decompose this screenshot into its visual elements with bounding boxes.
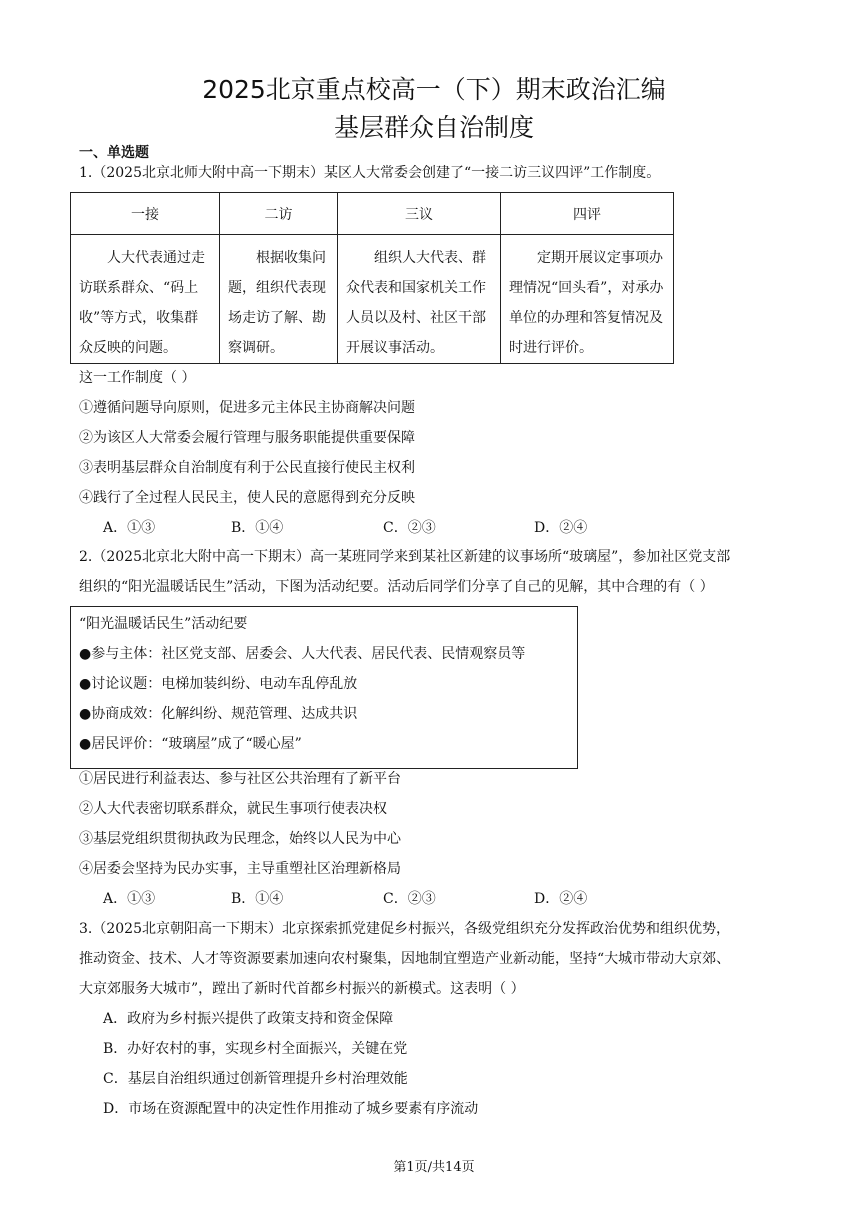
q1-statement: ②为该区人大常委会履行管理与服务职能提供重要保障 [79,430,415,446]
q2-minutes-title: “阳光温暖话民生”活动纪要 [79,616,248,632]
q2-statement: ①居民进行利益表达、参与社区公共治理有了新平台 [79,771,401,787]
q1-table-header: 三议 [338,193,501,235]
q2-stem: 2.（2025北京北大附中高一下期末）高一某班同学来到某社区新建的议事场所“玻璃屋”，参加社区党支部 [79,549,731,565]
q2-stem-continued: 组织的“阳光温暖话民生”活动，下图为活动纪要。活动后同学们分享了自己的见解，其中合理的有（ ） [79,579,714,595]
q3-option-a: A．政府为乡村振兴提供了政策支持和资金保障 [103,1011,394,1027]
q1-prompt: 这一工作制度（ ） [79,370,196,386]
q2-statement: ③基层党组织贯彻执政为民理念，始终以人民为中心 [79,831,401,847]
q2-option-c: C．②③ [383,891,436,907]
q2-statement: ④居委会坚持为民办实事，主导重塑社区治理新格局 [79,861,401,877]
q1-statement: ①遵循问题导向原则，促进多元主体民主协商解决问题 [79,400,415,416]
q1-table-cell: 人大代表通过走访联系群众、“码上收”等方式，收集群众反映的问题。 [71,235,220,364]
q2-option-b: B．①④ [231,891,284,907]
q1-statement: ③表明基层群众自治制度有利于公民直接行使民主权利 [79,460,415,476]
q3-stem-continued: 推动资金、技术、人才等资源要素加速向农村聚集，因地制宜塑造产业新动能，坚持“大城市带动大京郊、 [79,951,731,967]
section-heading: 一、单选题 [79,145,149,161]
q1-table-header: 二访 [220,193,338,235]
page-number: 第1页/共14页 [393,1160,475,1175]
document-title: 2025北京重点校高一（下）期末政治汇编 [202,75,666,104]
q3-stem: 3.（2025北京朝阳高一下期末）北京探索抓党建促乡村振兴，各级党组织充分发挥政治优势和组织优势， [79,921,730,937]
q3-stem-continued: 大京郊服务大城市”，蹚出了新时代首都乡村振兴的新模式。这表明（ ） [79,981,525,997]
q1-table-header-row [71,193,674,235]
q2-option-d: D．②④ [534,891,588,907]
q2-minutes-line: ●讨论议题：电梯加装纠纷、电动车乱停乱放 [79,676,358,692]
q1-table-cell: 根据收集问题，组织代表现场走访了解、勘察调研。 [220,235,338,364]
q2-statement: ②人大代表密切联系群众，就民生事项行使表决权 [79,801,387,817]
q1-table-body-row [71,235,674,364]
q1-option-c: C．②③ [383,520,436,536]
q1-option-a: A．①③ [103,520,156,536]
q1-table-cell: 组织人大代表、群众代表和国家机关工作人员以及村、社区干部开展议事活动。 [338,235,501,364]
q2-minutes-line: ●协商成效：化解纠纷、规范管理、达成共识 [79,706,358,722]
document-subtitle: 基层群众自治制度 [333,113,534,142]
q1-stem: 1.（2025北京北师大附中高一下期末）某区人大常委会创建了“一接二访三议四评”工作制度。 [79,165,661,181]
q1-statement: ④践行了全过程人民民主，使人民的意愿得到充分反映 [79,490,415,506]
q1-option-b: B．①④ [231,520,284,536]
q1-table-header: 四评 [501,193,674,235]
q2-option-a: A．①③ [103,891,156,907]
q1-table-cell: 定期开展议定事项办理情况“回头看”，对承办单位的办理和答复情况及时进行评价。 [501,235,674,364]
q3-option-d: D．市场在资源配置中的决定性作用推动了城乡要素有序流动 [103,1101,479,1117]
q2-minutes-line: ●居民评价：“玻璃屋”成了“暖心屋” [79,736,302,752]
q2-minutes-line: ●参与主体：社区党支部、居委会、人大代表、居民代表、民情观察员等 [79,646,526,662]
q3-option-b: B．办好农村的事，实现乡村全面振兴，关键在党 [103,1041,408,1057]
q1-table [70,192,674,364]
q3-option-c: C．基层自治组织通过创新管理提升乡村治理效能 [103,1071,408,1087]
q1-option-d: D．②④ [534,520,588,536]
q1-table-header: 一接 [71,193,220,235]
